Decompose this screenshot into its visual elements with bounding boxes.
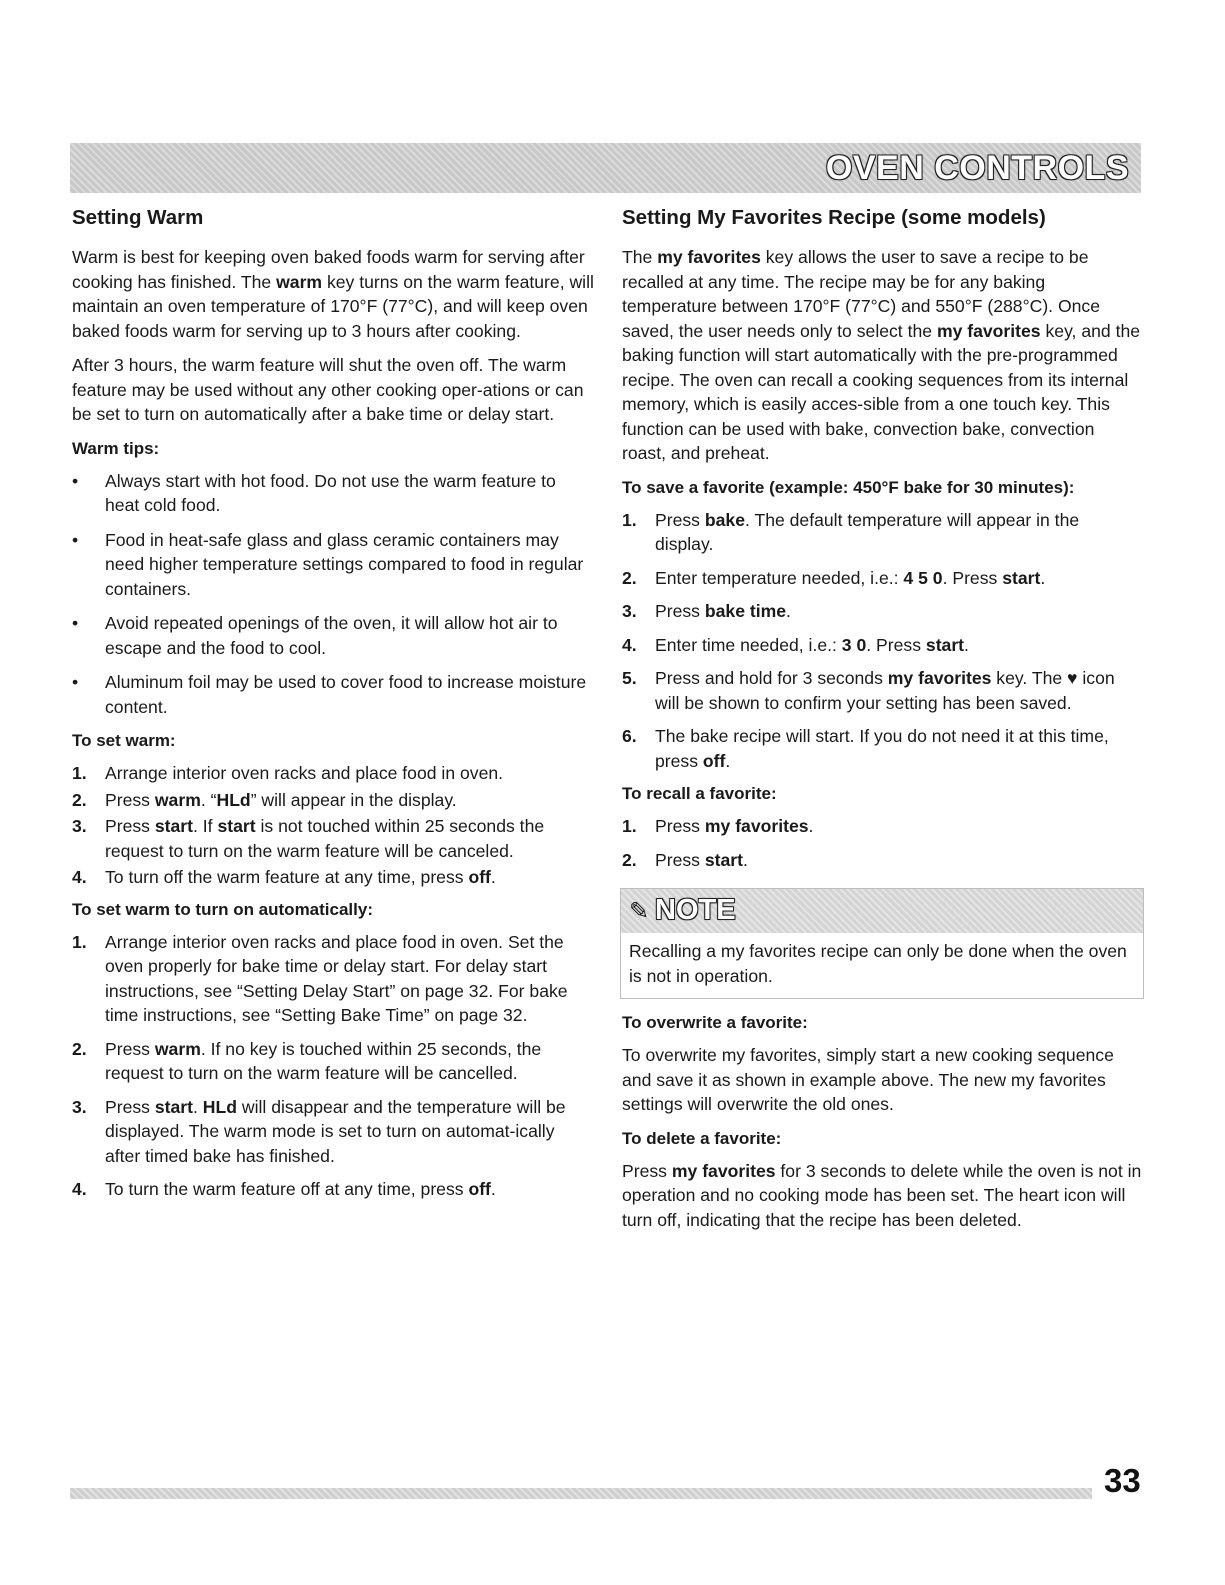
auto-warm-heading: To set warm to turn on automatically: xyxy=(72,899,373,919)
bullet-icon: • xyxy=(72,529,79,550)
step-item: 3. Press bake time. xyxy=(622,599,1142,624)
step-number: 3. xyxy=(72,1096,87,1117)
paragraph: After 3 hours, the warm feature will shut the oven off. The warm feature may be used without any other cooking oper-ations or can be set to turn on automatically after a bake time or delay start. xyxy=(72,355,584,424)
note-body: Recalling a my favorites recipe can only be done when the oven is not in operation. xyxy=(621,933,1143,998)
note-header xyxy=(621,889,1143,933)
step-item: 4. Enter time needed, i.e.: 3 0. Press start. xyxy=(622,633,1142,658)
step-number: 6. xyxy=(622,726,637,746)
bullet-icon: • xyxy=(72,672,79,692)
save-favorite-steps xyxy=(622,508,1142,774)
step-item: 1. Press bake. The default temperature will appear in the display. xyxy=(622,509,1080,554)
recall-favorite-heading: To recall a favorite: xyxy=(622,784,777,803)
section-title: OVEN CONTROLS xyxy=(825,149,1129,187)
note-pencil-icon: ✎ xyxy=(629,898,650,925)
step-item: 5. Press and hold for 3 seconds my favorites key. The ♥ icon will be shown to confirm your setting has been saved. xyxy=(622,668,1115,713)
overwrite-favorite-heading: To overwrite a favorite: xyxy=(622,1013,808,1032)
step-number: 2. xyxy=(72,1038,87,1059)
left-column xyxy=(72,205,594,1211)
step-number: 3. xyxy=(622,601,637,621)
bullet-item: • Always start with hot food. Do not use the warm feature to heat cold food. xyxy=(72,470,556,515)
bullet-item: • Aluminum foil may be used to cover food to increase moisture content. xyxy=(72,672,587,717)
step-number: 1. xyxy=(622,816,637,836)
set-warm-steps xyxy=(72,761,594,890)
note-title: NOTE xyxy=(655,894,736,926)
warm-intro xyxy=(72,245,594,427)
step-item: 2. Press warm. “HLd” will appear in the display. xyxy=(72,788,594,813)
bullet-icon: • xyxy=(72,613,79,633)
bullet-icon: • xyxy=(72,470,79,491)
warm-tips-heading: Warm tips: xyxy=(72,438,160,458)
warm-tips-list xyxy=(72,469,594,720)
step-item: 4. To turn off the warm feature at any time, press off. xyxy=(72,865,594,890)
bullet-item: • Food in heat-safe glass and glass ceramic containers may need higher temperature settings compared to food in regular containers. xyxy=(72,529,584,599)
delete-text xyxy=(622,1159,1142,1233)
note-box xyxy=(620,888,1144,999)
bullet-item: • Avoid repeated openings of the oven, it will allow hot air to escape and the food to cool. xyxy=(72,613,558,658)
paragraph: To overwrite my favorites, simply start a new cooking sequence and save it as shown in example above. The new my favorites settings will overwrite the old ones. xyxy=(622,1045,1114,1114)
recall-favorite-steps xyxy=(622,814,1142,872)
step-number: 1. xyxy=(72,763,87,783)
right-column xyxy=(622,205,1142,1242)
step-number: 1. xyxy=(622,509,637,530)
step-number: 4. xyxy=(72,1179,87,1199)
paragraph: Warm is best for keeping oven baked foods warm for serving after cooking has finished. The warm key turns on the warm feature, will maintain an oven temperature of 170°F (77°C), and will keep oven baked foods warm for serving up to 3 hours after cooking. xyxy=(72,247,594,341)
step-item: 3. Press start. HLd will disappear and the temperature will be displayed. The warm mode is set to turn on automat-ically after timed bake has finished. xyxy=(72,1096,566,1166)
step-item: 1. Arrange interior oven racks and place food in oven. xyxy=(72,761,594,786)
footer-band xyxy=(70,1488,1092,1499)
step-item: 2. Press warm. If no key is touched within 25 seconds, the request to turn on the warm feature will be cancelled. xyxy=(72,1038,542,1083)
step-item: 2. Enter temperature needed, i.e.: 4 5 0. Press start. xyxy=(622,566,1142,591)
save-favorite-heading: To save a favorite (example: 450°F bake for 30 minutes): xyxy=(622,477,1075,497)
favorites-title: Setting My Favorites Recipe (some models) xyxy=(622,206,1046,229)
step-number: 2. xyxy=(622,567,637,588)
step-item: 6. The bake recipe will start. If you do not need it at this time, press off. xyxy=(622,726,1109,771)
step-item: 1. Press my favorites. xyxy=(622,814,1142,839)
step-number: 2. xyxy=(622,849,637,870)
step-number: 4. xyxy=(72,867,87,887)
setting-warm-title: Setting Warm xyxy=(72,206,204,229)
paragraph: Press my favorites for 3 seconds to delete while the oven is not in operation and no cooking mode has been set. The heart icon will turn off, indicating that the recipe has been deleted. xyxy=(622,1160,1142,1230)
step-item: 3. Press start. If start is not touched within 25 seconds the request to turn on the warm feature will be canceled. xyxy=(72,816,545,861)
step-item: 2. Press start. xyxy=(622,848,1142,873)
step-number: 4. xyxy=(622,634,637,655)
section-header-band xyxy=(70,143,1141,193)
auto-warm-steps xyxy=(72,930,594,1202)
delete-favorite-heading: To delete a favorite: xyxy=(622,1128,782,1148)
step-item: 1. Arrange interior oven racks and place food in oven. Set the oven properly for bake time or delay start. For delay start instructions, see “Setting Delay Start” on page 32. For bake time instructions, see “Setting Bake Time” on page 32. xyxy=(72,931,568,1025)
step-number: 2. xyxy=(72,789,87,810)
step-number: 1. xyxy=(72,931,87,952)
step-item: 4. To turn the warm feature off at any time, press off. xyxy=(72,1177,594,1202)
step-number: 5. xyxy=(622,668,637,688)
paragraph: The my favorites key allows the user to save a recipe to be recalled at any time. The recipe may be for any baking temperature between 170°F (77°C) and 550°F (288°C). Once saved, the user needs only to select the my favorites key, and the baking function will start automatically with the pre-programmed recipe. The oven can recall a cooking sequences from its internal memory, which is easily acces-sible from a one touch key. This function can be used with bake, convection bake, convection roast, and preheat. xyxy=(622,247,1141,463)
favorites-intro xyxy=(622,245,1142,466)
step-number: 3. xyxy=(72,816,87,836)
set-warm-heading: To set warm: xyxy=(72,731,176,750)
page-number: 33 xyxy=(1104,1462,1141,1499)
overwrite-text xyxy=(622,1043,1142,1117)
